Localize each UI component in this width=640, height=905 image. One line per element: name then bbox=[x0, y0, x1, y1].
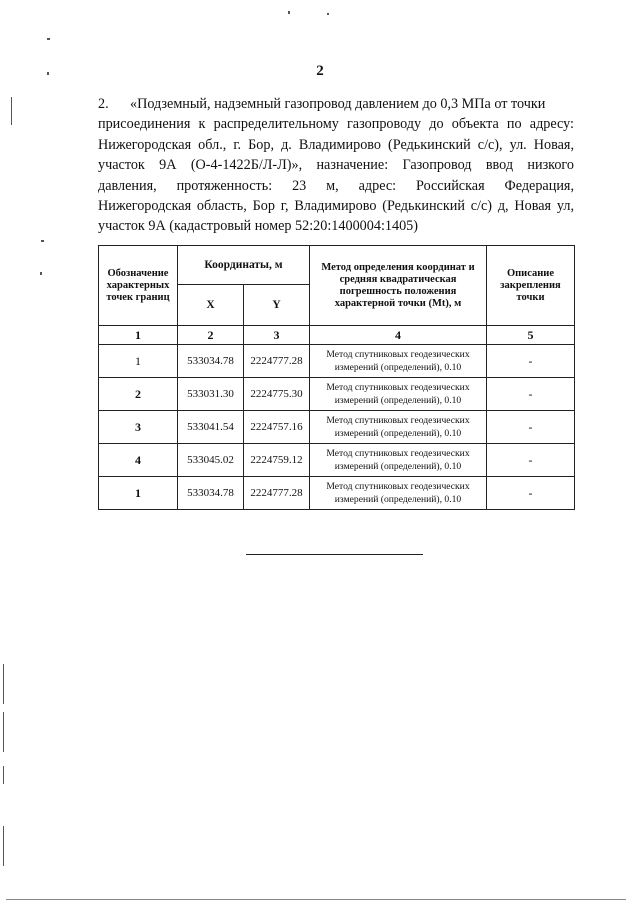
paragraph-line bbox=[98, 94, 574, 114]
y-cell: 2224757.16 bbox=[244, 411, 310, 444]
description-cell: - bbox=[487, 444, 575, 477]
header-y: Y bbox=[244, 285, 310, 326]
paragraph-line: участок 9А (кадастровый номер 52:20:1400004:1405) bbox=[98, 218, 418, 235]
column-index: 3 bbox=[244, 326, 310, 345]
scan-artifact-dot bbox=[327, 13, 329, 15]
table-row bbox=[99, 411, 575, 444]
scan-artifact-dot bbox=[288, 11, 290, 14]
x-cell: 533031.30 bbox=[178, 378, 244, 411]
scan-artifact-edge bbox=[3, 826, 4, 866]
method-cell: Метод спутниковых геодезических измерений (определений), 0.10 bbox=[310, 378, 487, 411]
y-cell: 2224775.30 bbox=[244, 378, 310, 411]
point-cell: 2 bbox=[99, 378, 178, 411]
description-cell: - bbox=[487, 477, 575, 510]
y-cell: 2224777.28 bbox=[244, 477, 310, 510]
table-row bbox=[99, 345, 575, 378]
y-cell: 2224759.12 bbox=[244, 444, 310, 477]
scan-artifact-edge bbox=[3, 664, 4, 704]
scan-artifact-dot bbox=[40, 272, 42, 275]
table-row bbox=[99, 477, 575, 510]
column-index: 5 bbox=[487, 326, 575, 345]
x-cell: 533034.78 bbox=[178, 345, 244, 378]
closing-horizontal-line bbox=[246, 554, 423, 555]
x-cell: 533034.78 bbox=[178, 477, 244, 510]
page-bottom-edge-line bbox=[6, 899, 626, 900]
point-cell: 1 bbox=[99, 477, 178, 510]
column-index: 2 bbox=[178, 326, 244, 345]
paragraph-number: 2. bbox=[98, 96, 109, 112]
coordinates-table bbox=[98, 245, 575, 510]
page-number: 2 bbox=[316, 63, 324, 79]
paragraph-line: Нижегородская обл., г. Бор, д. Владимирово (Редькинский с/с), ул. Новая, bbox=[98, 136, 574, 153]
scan-artifact-dot bbox=[41, 240, 44, 242]
description-cell: - bbox=[487, 345, 575, 378]
method-cell: Метод спутниковых геодезических измерений (определений), 0.10 bbox=[310, 345, 487, 378]
scan-artifact-edge bbox=[3, 766, 4, 784]
x-cell: 533045.02 bbox=[178, 444, 244, 477]
point-cell: 1 bbox=[99, 345, 178, 378]
paragraph-line-text: «Подземный, надземный газопровод давлением до 0,3 МПа от точки bbox=[130, 96, 546, 112]
description-cell: - bbox=[487, 378, 575, 411]
header-point-designation: Обозначение характерных точек границ bbox=[99, 246, 178, 326]
method-cell: Метод спутниковых геодезических измерений (определений), 0.10 bbox=[310, 411, 487, 444]
paragraph-line: давления, протяженность: 23 м, адрес: Российская Федерация, bbox=[98, 177, 574, 194]
table-row bbox=[99, 444, 575, 477]
header-fixing-description: Описание закрепления точки bbox=[487, 246, 575, 326]
method-cell: Метод спутниковых геодезических измерений (определений), 0.10 bbox=[310, 444, 487, 477]
scan-artifact-edge bbox=[3, 712, 4, 752]
header-method: Метод определения координат и средняя квадратическая погрешность положения характерной точки (Mt), м bbox=[310, 246, 487, 326]
point-cell: 3 bbox=[99, 411, 178, 444]
y-cell: 2224777.28 bbox=[244, 345, 310, 378]
method-cell: Метод спутниковых геодезических измерений (определений), 0.10 bbox=[310, 477, 487, 510]
x-cell: 533041.54 bbox=[178, 411, 244, 444]
column-index: 4 bbox=[310, 326, 487, 345]
paragraph-line: присоединения к распределительному газопроводу до объекта по адресу: bbox=[98, 116, 574, 133]
column-index: 1 bbox=[99, 326, 178, 345]
header-x: X bbox=[178, 285, 244, 326]
header-coordinates: Координаты, м bbox=[178, 246, 310, 285]
table-row bbox=[99, 378, 575, 411]
scan-artifact-dot bbox=[47, 72, 49, 75]
object-description-paragraph bbox=[98, 94, 574, 237]
paragraph-line: Нижегородская область, Бор г, Владимирово (Редькинский с/с) д, Новая ул, bbox=[98, 198, 574, 215]
column-index-row bbox=[99, 326, 575, 345]
scan-artifact-edge bbox=[11, 97, 12, 125]
paragraph-line: участок 9А (О-4-1422Б/Л-Л)», назначение: Газопровод ввод низкого bbox=[98, 157, 574, 174]
description-cell: - bbox=[487, 411, 575, 444]
point-cell: 4 bbox=[99, 444, 178, 477]
scan-artifact-dot bbox=[47, 38, 50, 40]
